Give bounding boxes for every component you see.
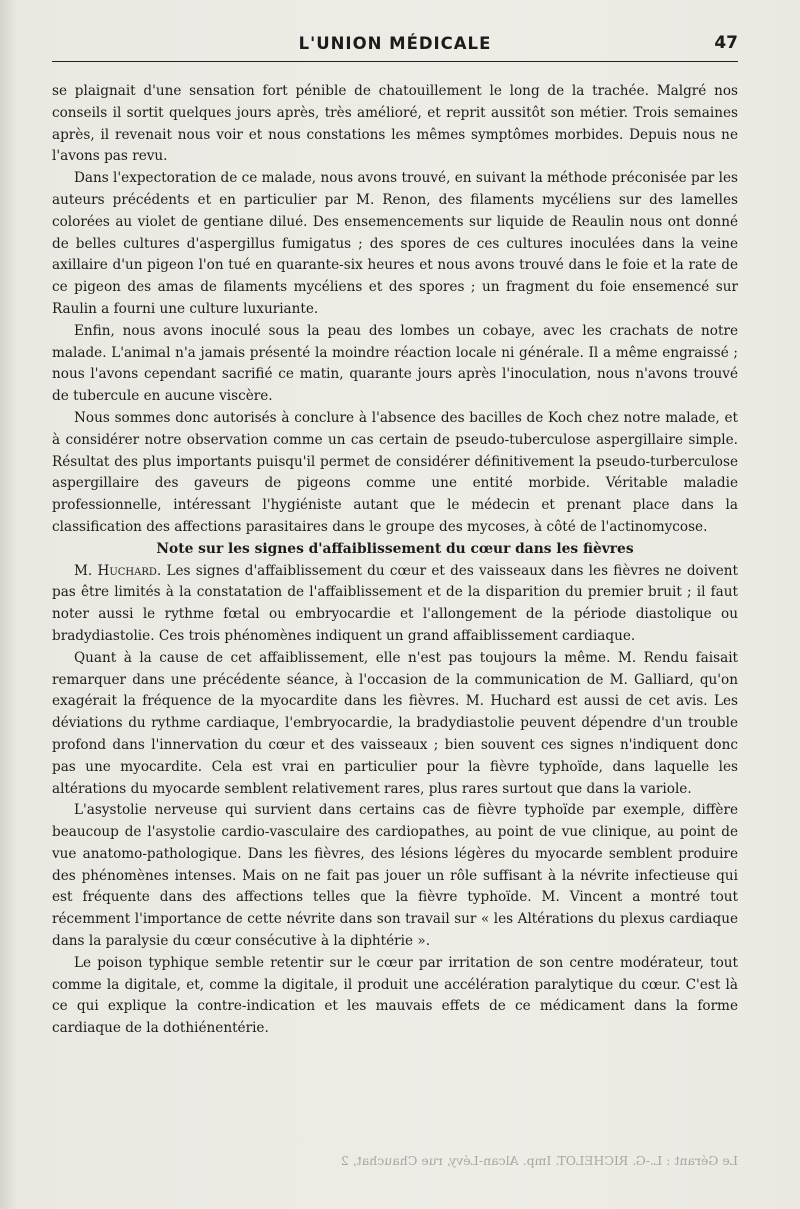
footer-bleed-through: Le Gérant : L.-G. RICHELOT. Imp. Alcan-Lévy, rue Chauchat, 2 [340,1153,738,1168]
article-body [52,81,738,1040]
paragraph-huchard-signs [52,561,738,648]
paragraph-cobaye: Enfin, nous avons inoculé sous la peau des lombes un cobaye, avec les crachats de notre malade. L'animal n'a jamais présenté la moindre réaction locale ni générale. Il a même engraissé ; nous l'avons cependant sacrifié ce matin, quarante jours après l'inoculation, nous n'avons trouvé de tubercule en aucune viscère. [52,322,738,405]
paragraph-poison-typhique: Le poison typhique semble retentir sur le cœur par irritation de son centre modérateur, tout comme la digitale, et, comme la digitale, il produit une accélération paralytique du cœur. C'est là ce qui explique la contre-indication et les mauvais effets de ce médicament dans la forme cardiaque de la dothiénentérie. [52,954,738,1037]
paragraph-huchard-signs-text: Les signes d'affaiblissement du cœur et des vaisseaux dans les fièvres ne doivent pas être limités à la constatation de l'affaiblissement et de la disparition du premier bruit ; il faut noter aussi le rythme fœtal ou embryocardie et l'allongement de la période diastolique ou bradydiastolie. Ces trois phénomènes indiquent un grand affaiblissement cardiaque. [52,562,739,644]
paragraph-asystolie: L'asystolie nerveuse qui survient dans certains cas de fièvre typhoïde par exemple, diffère beaucoup de l'asystolie cardio-vasculaire des cardiopathes, au point de vue clinique, au point de vue anatomo-pathologique. Dans les fièvres, des lésions légères du myocarde semblent produire des phénomènes intenses. Mais on ne fait pas jouer un rôle suffisant à la névrite infectieuse qui est fréquente dans des affections telles que la fièvre typhoïde. M. Vincent a montré tout récemment l'importance de cette névrite dans son travail sur « les Altérations du plexus cardiaque dans la paralysie du cœur consécutive à la diphtérie ». [52,802,738,950]
page-number: 47 [714,33,738,53]
page-header [52,28,738,68]
paragraph-cause: Quant à la cause de cet affaiblissement, elle n'est pas toujours la même. M. Rendu faisait remarquer dans une précédente séance, à l'occasion de la communication de M. Galliard, qu'on exagérait la fréquence de la myocardite dans les fièvres. M. Huchard est aussi de cet avis. Les déviations du rythme cardiaque, l'embryocardie, la bradydiastolie peuvent dépendre d'un trouble profond dans l'innervation du cœur et des vaisseaux ; bien souvent ces signes n'indiquent donc pas une myocardite. Cela est vrai en particulier pour la fièvre typhoïde, dans laquelle les altérations du myocarde semblent relativement rares, plus rares surtout que dans la variole. [52,649,738,797]
section-title: Note sur les signes d'affaiblissement du cœur dans les fièvres [156,540,634,557]
journal-title: L'UNION MÉDICALE [298,34,492,53]
header-rule [52,61,738,62]
section-author: M. Huchard. [74,562,162,579]
paragraph-conclusion: Nous sommes donc autorisés à conclure à l'absence des bacilles de Koch chez notre malade, et à considérer notre observation comme un cas certain de pseudo-tuberculose aspergillaire simple. Résultat des plus importants puisqu'il permet de considérer définitivement la pseudo-turberculose aspergillaire des gaveurs de pigeons comme une entité morbide. Véritable maladie professionnelle, intéressant l'hygiéniste autant que le médecin et prenant place dans la classification des affections parasitaires dans le groupe des mycoses, à côté de l'actinomycose. [52,409,738,535]
paragraph-expectoration: Dans l'expectoration de ce malade, nous avons trouvé, en suivant la méthode préconisée par les auteurs précédents et en particulier par M. Renon, des filaments mycéliens sur des lamelles colorées au violet de gentiane dilué. Des ensemencements sur liquide de Reaulin nous ont donné de belles cultures d'aspergillus fumigatus ; des spores de ces cultures inoculées dans la veine axillaire d'un pigeon l'on tué en quarante-six heures et nous avons trouvé dans le foie et la rate de ce pigeon des amas de filaments mycéliens et des spores ; un fragment du foie ensemencé sur Raulin a fourni une culture luxuriante. [52,170,738,317]
paragraph-continuation: se plaignait d'une sensation fort pénible de chatouillement le long de la trachée. Malgré nos conseils il sortit quelques jours après, très amélioré, et reprit aussitôt son métier. Trois semaines après, il revenait nous voir et nous constations les mêmes symptômes morbides. Depuis nous ne l'avons pas revu. [52,83,738,165]
